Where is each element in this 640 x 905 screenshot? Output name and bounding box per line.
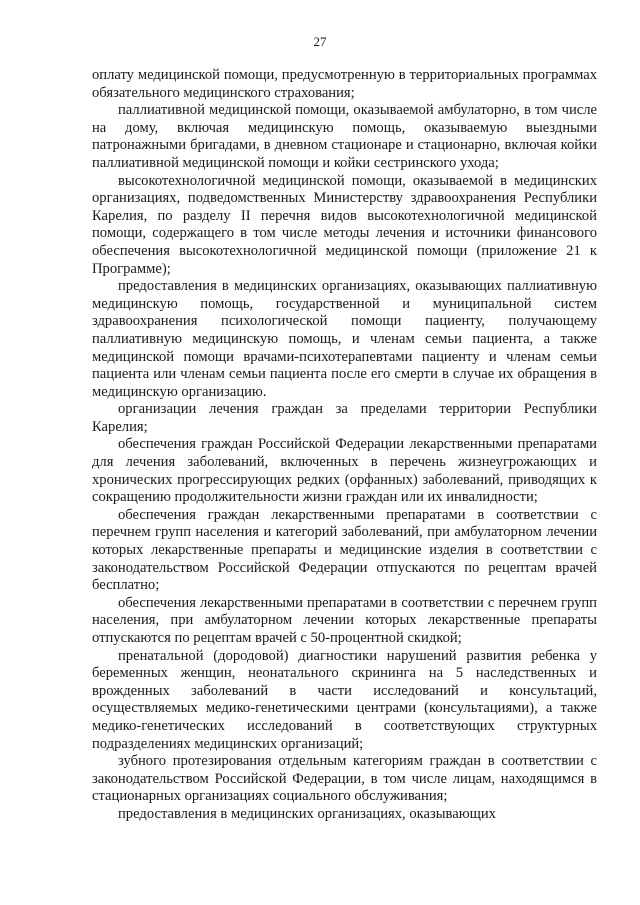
paragraph: паллиативной медицинской помощи, оказываемой амбулаторно, в том числе на дому, включая медицинскую помощь, оказываемую выездными патронажными бригадами, в дневном стационаре и стационарно, включая койки паллиативной медицинской помощи и койки сестринского ухода; <box>92 102 597 171</box>
paragraph: высокотехнологичной медицинской помощи, оказываемой в медицинских организациях, подведомственных Министерству здравоохранения Республики Карелия, по разделу II перечня видов высокотехнологичной медицинской помощи, содержащего в том числе методы лечения и источники финансового обеспечения высокотехнологичной медицинской помощи (приложение 21 к Программе); <box>92 172 597 277</box>
body-text <box>92 67 597 824</box>
paragraph: оплату медицинской помощи, предусмотренную в территориальных программах обязательного медицинского страхования; <box>92 67 597 101</box>
page-number: 27 <box>313 34 327 49</box>
paragraph: предоставления в медицинских организациях, оказывающих <box>118 805 496 822</box>
paragraph: предоставления в медицинских организациях, оказывающих паллиативную медицинскую помощь, государственной и муниципальной систем здравоохранения психологической помощи пациенту, получающему паллиативную медицинскую помощь, и членам семьи пациента, а также медицинской помощи врачами-психотерапевтами пациенту и членам семьи пациента или членам семьи пациента после его смерти в случае их обращения в медицинскую организацию. <box>92 278 597 400</box>
paragraph: обеспечения граждан лекарственными препаратами в соответствии с перечнем групп населения и категорий заболеваний, при амбулаторном лечении которых лекарственные препараты и медицинские изделия в соответствии с законодательством Российской Федерации отпускаются по рецептам врачей бесплатно; <box>92 506 597 594</box>
paragraph: обеспечения лекарственными препаратами в соответствии с перечнем групп населения, при амбулаторном лечении которых лекарственные препараты отпускаются по рецептам врачей с 50-процентной скидкой; <box>92 594 597 646</box>
paragraph: зубного протезирования отдельным категориям граждан в соответствии с законодательством Российской Федерации, в том числе лицам, находящимся в стационарных организациях социального обслуживания; <box>92 753 597 805</box>
paragraph: организации лечения граждан за пределами территории Республики Карелия; <box>92 401 597 435</box>
paragraph: обеспечения граждан Российской Федерации лекарственными препаратами для лечения заболеваний, включенных в перечень жизнеугрожающих и хронических прогрессирующих редких (орфанных) заболеваний, приводящих к сокращению продолжительности жизни граждан или их инвалидности; <box>92 436 597 506</box>
paragraph: пренатальной (дородовой) диагностики нарушений развития ребенка у беременных женщин, неонатального скрининга на 5 наследственных и врожденных заболеваний в части исследований и консультаций, осуществляемых медико-генетическими центрами (консультациями), а также медико-генетических исследований в соответствующих структурных подразделениях медицинских организаций; <box>92 647 597 752</box>
